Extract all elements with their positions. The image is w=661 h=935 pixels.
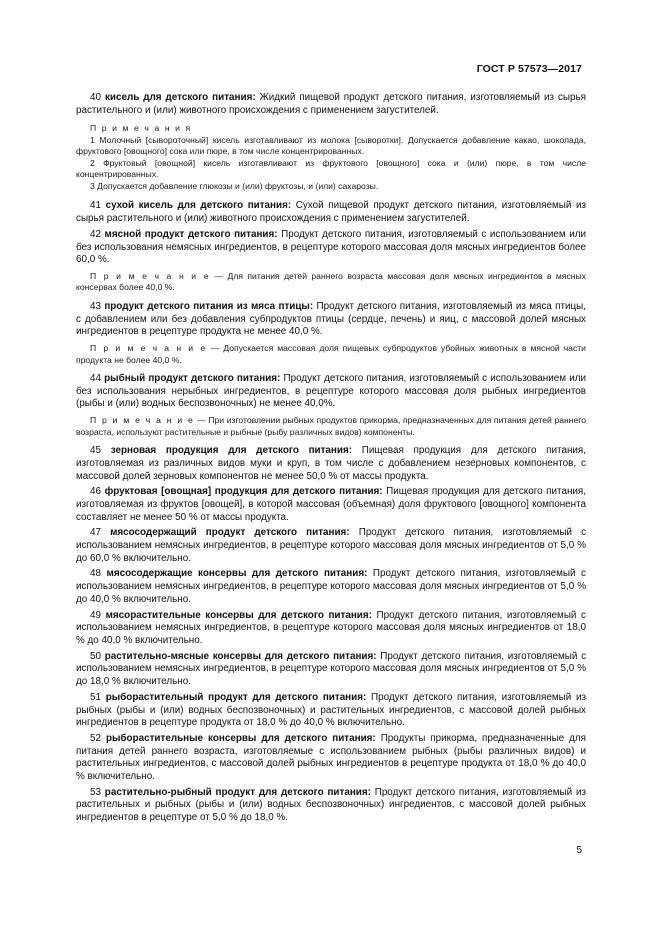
entry-number: 41 xyxy=(90,200,101,212)
note-44 xyxy=(76,415,586,438)
term-entry-52 xyxy=(76,733,586,784)
entry-term: мясосодержащий продукт детского питания: xyxy=(110,527,350,539)
page-number: 5 xyxy=(576,845,582,856)
entry-definition: Продукт детского питания, изготовляемый с использованием немясных ингредиентов, в рецептуре которого массовая доля мясных ингредиентов от 5,0 % до 60,0 % включительно. xyxy=(76,527,587,564)
entry-term: рыборастительный продукт для детского питания: xyxy=(105,691,367,703)
entry-term: фруктовая [овощная] продукция для детского питания: xyxy=(104,486,383,498)
entry-definition: Продукт детского питания, изготовляемый из растительных и рыбных (рыбы и (или) водных беспозвоночных) ингредиентов, с массовой долей рыбных ингредиентов в рецептуре от 5,0 % до 18,0 %. xyxy=(76,786,587,824)
note-42 xyxy=(76,271,586,294)
notes-40 xyxy=(76,123,586,192)
entry-term: мясорастительные консервы для детского питания: xyxy=(105,609,372,621)
entry-number: 42 xyxy=(90,228,101,240)
note-label: П р и м е ч а н и е xyxy=(90,270,211,281)
note-item: 3 Допускается добавление глюкозы и (или) фруктозы, и (или) сахарозы. xyxy=(90,180,379,191)
entry-number: 47 xyxy=(90,527,101,539)
entry-definition: Продукт детского питания, изготовляемый с использованием немясных ингредиентов, в рецептуре которого массовая доля мясных ингредиентов от 5,0 % до 40,0 % включительно. xyxy=(76,568,586,605)
entry-term: продукт детского питания из мяса птицы: xyxy=(104,300,314,312)
entry-number: 43 xyxy=(90,300,101,312)
note-item: 2 Фруктовый [овощной] кисель изготавливают из фруктового [овощного] сока и (или) пюре, в том числе концентрированных. xyxy=(76,157,586,180)
term-entry-53 xyxy=(76,787,586,825)
entry-term: сухой кисель для детского питания: xyxy=(105,200,292,212)
note-43 xyxy=(76,343,586,366)
entry-definition: Продукт детского питания, изготовляемый с использованием или без использования немясных ингредиентов, в рецептуре которого массовая доля мясных ингредиентов более 60,0 %. xyxy=(76,228,586,266)
term-entry-47 xyxy=(76,527,586,565)
entry-number: 40 xyxy=(90,92,101,103)
entry-definition: Пищевая продукция для детского питания, изготовляемая из фруктов [овощей], в которой массовая (объемная) доля фруктового [овощного] компонента составляет не менее 50 % от массы продукта. xyxy=(76,486,587,523)
entry-term: мясосодержащие консервы для детского питания: xyxy=(106,568,368,580)
entry-definition: Продукт детского питания, изготовляемый с использованием немясных ингредиентов, в рецептуре которого массовая доля мясных ингредиентов от 18,0 % до 40,0 % включительно. xyxy=(76,609,586,646)
entry-number: 48 xyxy=(90,568,101,580)
entry-number: 51 xyxy=(90,691,101,703)
term-entry-48 xyxy=(76,568,586,606)
note-item: 1 Молочный [сывороточный] кисель изготавливают из молока [сыворотки]. Допускается добавление какао, шоколада, фруктового [овощного] сока или пюре, в том числе концентрированных. xyxy=(76,134,586,157)
note-text: — Для питания детей раннего возраста массовая доля мясных ингредиентов в мясных консервах более 40,0 %. xyxy=(76,270,587,293)
entry-definition: Продукт детского питания, изготовляемый из рыбных (рыбы и (или) водных беспозвоночных) и растительных ингредиентов, с массовой долей рыбных ингредиентов в рецептуре продукта от 18,0 % до 40,0 % включительно. xyxy=(76,691,587,729)
entry-term: зерновая продукция для детского питания: xyxy=(110,445,353,457)
entry-number: 53 xyxy=(90,786,101,798)
entry-definition: Продукт детского питания, изготовляемый с использованием немясных ингредиентов, в рецептуре которого массовая доля мясных ингредиентов от 5,0 % до 18,0 % включительно. xyxy=(76,650,587,688)
entry-definition: Продукты прикорма, предназначенные для питания детей раннего возраста, изготовляемые с использованием рыбных (рыбы различных видов) и растительных ингредиентов, с массовой долей рыбных ингредиентов в рецептуре продукта от 18,0 % до 40,0 % включительно. xyxy=(76,732,587,783)
term-entry-44 xyxy=(76,373,586,411)
entry-definition: Продукт детского питания, изготовляемый с использованием или без использования нерыбных ингредиентов, в рецептуре которого массовая доля рыбных ингредиентов (рыбы и (или) водных беспозвоночных) не менее 40,0%. xyxy=(76,373,586,410)
document-header: ГОСТ Р 57573—2017 xyxy=(476,63,582,75)
entry-definition: Продукт детского питания, изготовляемый из мяса птицы, с добавлением или без добавления субпродуктов птицы (сердце, печень) и яиц, с массовой долей мясных ингредиентов в рецептуре продукта не менее 40,0 %. xyxy=(76,300,586,338)
entry-number: 50 xyxy=(90,650,101,662)
entry-definition: Пищевая продукция для детского питания, изготовляемая из различных видов муки и круп, в том числе с добавлением незерновых компонентов, с массовой долей зерновых компонентов не менее 50,0 % от массы продукта. xyxy=(76,445,587,482)
entry-number: 45 xyxy=(90,445,101,457)
entry-term: кисель для детского питания: xyxy=(104,92,256,103)
term-entry-49 xyxy=(76,610,586,648)
note-label: П р и м е ч а н и е xyxy=(90,415,195,426)
entry-term: растительно-рыбный продукт для детского питания: xyxy=(104,786,371,798)
note-text: — При изготовлении рыбных продуктов прикорма, предназначенных для питания детей раннего возраста, используют растительные и рыбные (рыбу различных видов) компоненты. xyxy=(76,415,587,437)
entry-definition: Жидкий пищевой продукт детского питания, изготовляемый из сырья растительного и (или) животного происхождения с применением загустителей. xyxy=(76,92,586,116)
entry-term: мясной продукт детского питания: xyxy=(104,228,278,240)
entry-number: 49 xyxy=(90,609,101,621)
term-entry-43 xyxy=(76,301,586,339)
term-entry-50 xyxy=(76,651,586,689)
entry-term: растительно-мясные консервы для детского питания: xyxy=(104,650,377,662)
entry-term: рыбный продукт детского питания: xyxy=(104,373,281,385)
term-entry-42 xyxy=(76,229,586,267)
term-entry-41 xyxy=(76,200,586,225)
document-body xyxy=(76,92,586,828)
term-entry-45 xyxy=(76,445,586,483)
entry-number: 52 xyxy=(90,732,101,744)
term-entry-51 xyxy=(76,692,586,730)
note-text: — Допускается массовая доля пищевых субпродуктов убойных животных в мясной части продукта не более 40,0 %. xyxy=(76,343,586,365)
term-entry-40 xyxy=(76,92,586,117)
term-entry-46 xyxy=(76,486,586,524)
entry-number: 46 xyxy=(90,486,101,498)
notes-heading: П р и м е ч а н и я xyxy=(90,123,192,134)
entry-definition: Сухой пищевой продукт детского питания, изготовляемый из сырья растительного и (или) животного происхождения с применением загустителей. xyxy=(76,200,586,225)
note-label: П р и м е ч а н и е xyxy=(90,343,207,354)
entry-number: 44 xyxy=(90,373,101,385)
entry-term: рыборастительные консервы для детского питания: xyxy=(105,732,376,744)
